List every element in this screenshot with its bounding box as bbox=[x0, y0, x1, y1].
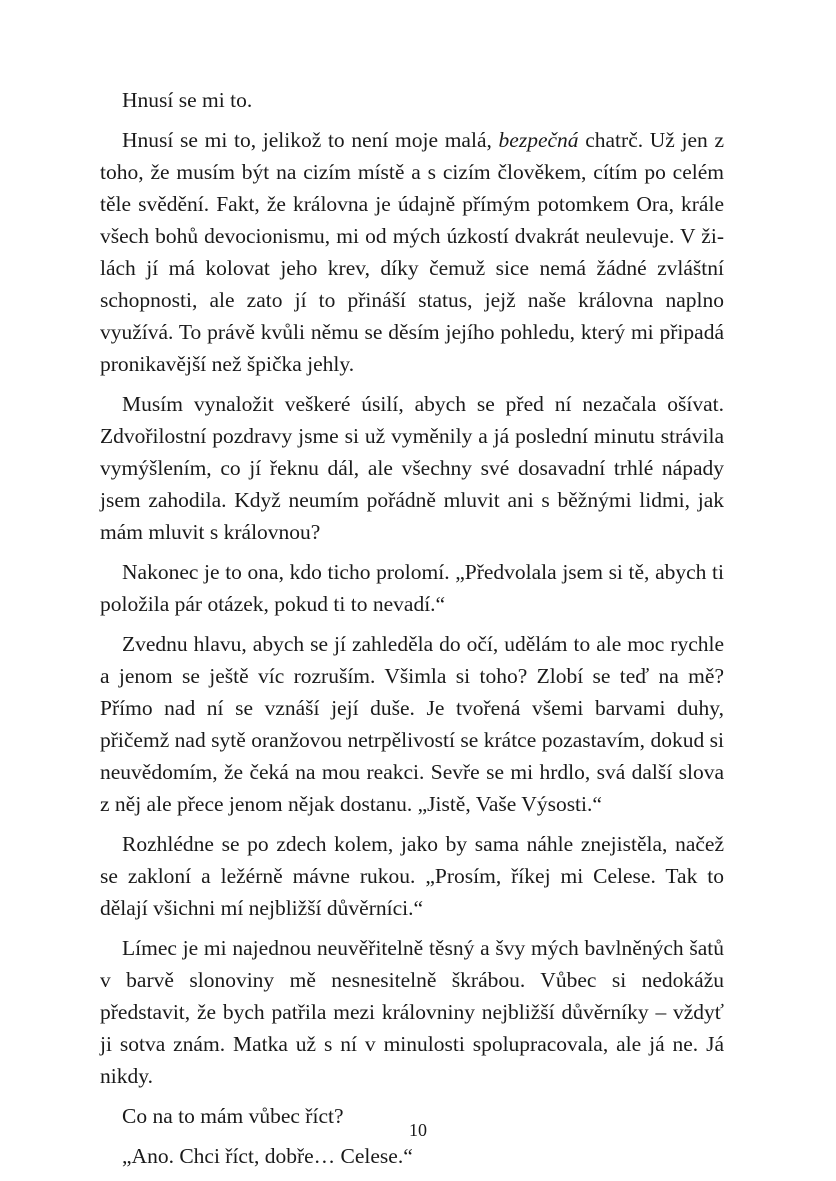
paragraph-2 bbox=[100, 124, 724, 380]
paragraph-9: „Ano. Chci říct, dobře… Celese.“ bbox=[122, 1144, 413, 1168]
paragraph-4: Nakonec je to ona, kdo ticho prolomí. „Předvolala jsem si tě, abych ti položila pár otázek, pokud ti to nevadí.“ bbox=[100, 560, 724, 616]
paragraph-2-rest: chatrč. Už jen z toho, že musím být na cizím místě a s cizím člověkem, cítím po celém těle svědění. Fakt, že královna je údajně přímým potomkem Ora, krále všech bohů devocionismu, mi od mých úzkostí dvakrát neulevuje. V žilách jí má kolovat jeho krev, díky čemuž sice nemá žádné zvláštní schopnosti, ale zato jí to přináší status, jejž naše královna naplno využívá. To právě kvůli němu se děsím jejího pohledu, který mi připadá pronikavější než špička jehly. bbox=[100, 128, 725, 376]
page-number: 10 bbox=[409, 1120, 427, 1140]
paragraph-7: Límec je mi najednou neuvěřitelně těsný a švy mých bavlněných šatů v barvě slonoviny mě nesnesitelně škrábou. Vůbec si nedokážu představit, že bych patřila mezi královniny nejbližší důvěrníky – vždyť ji sotva znám. Matka už s ní v minulosti spolupracovala, ale já ne. Já nikdy. bbox=[100, 936, 724, 1088]
paragraph-8: Co na to mám vůbec říct? bbox=[122, 1104, 344, 1128]
emphasized-word: bezpečná bbox=[498, 128, 579, 152]
paragraph-1: Hnusí se mi to. bbox=[122, 88, 253, 112]
paragraph-5: Zvednu hlavu, abych se jí zahleděla do očí, udělám to ale moc rychle a jenom se ještě víc rozruším. Všimla si toho? Zlobí se teď na mě? Přímo nad ní se vznáší její duše. Je tvořená všemi barvami duhy, přičemž nad sytě oranžovou netrpělivostí se krátce pozastavím, dokud si neuvědomím, že čeká na mou reakci. Sevře se mi hrdlo, svá další slova z něj ale přece jenom nějak dostanu. „Jistě, Vaše Výsosti.“ bbox=[100, 632, 724, 816]
body-text bbox=[100, 84, 724, 1180]
paragraph-3: Musím vynaložit veškeré úsilí, abych se před ní nezačala ošívat. Zdvořilostní pozdravy jsme si už vyměnily a já poslední minutu strávila vymýšlením, co jí řeknu dál, ale všechny své dosavadní trhlé nápady jsem zahodila. Když neumím pořádně mluvit ani s běžnými lidmi, jak mám mluvit s královnou? bbox=[100, 392, 724, 544]
paragraph-6: Rozhlédne se po zdech kolem, jako by sama náhle znejistěla, načež se zakloní a ležérně mávne rukou. „Prosím, říkej mi Celese. Tak to dělají všichni mí nejbližší důvěrníci.“ bbox=[100, 832, 724, 920]
paragraph-2-lead: Hnusí se mi to, jelikož to není moje malá, bbox=[122, 128, 499, 152]
